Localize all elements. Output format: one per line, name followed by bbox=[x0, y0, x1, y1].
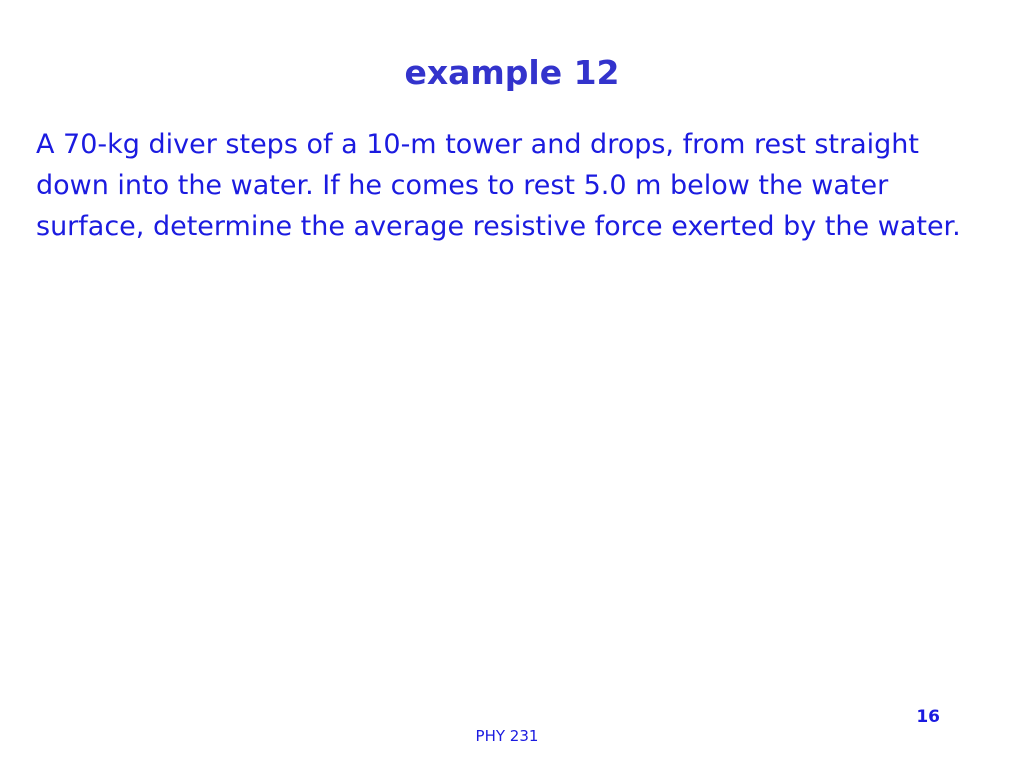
slide-body-text: A 70-kg diver steps of a 10-m tower and drops, from rest straight down into the water. If he comes to rest 5.0 m below the water surface, determine the average resistive force exerted by the water. bbox=[36, 129, 961, 242]
slide-title: example 12 bbox=[404, 53, 620, 92]
slide-footer: PHY 231 bbox=[475, 727, 539, 745]
slide-page-number: 16 bbox=[916, 707, 940, 727]
